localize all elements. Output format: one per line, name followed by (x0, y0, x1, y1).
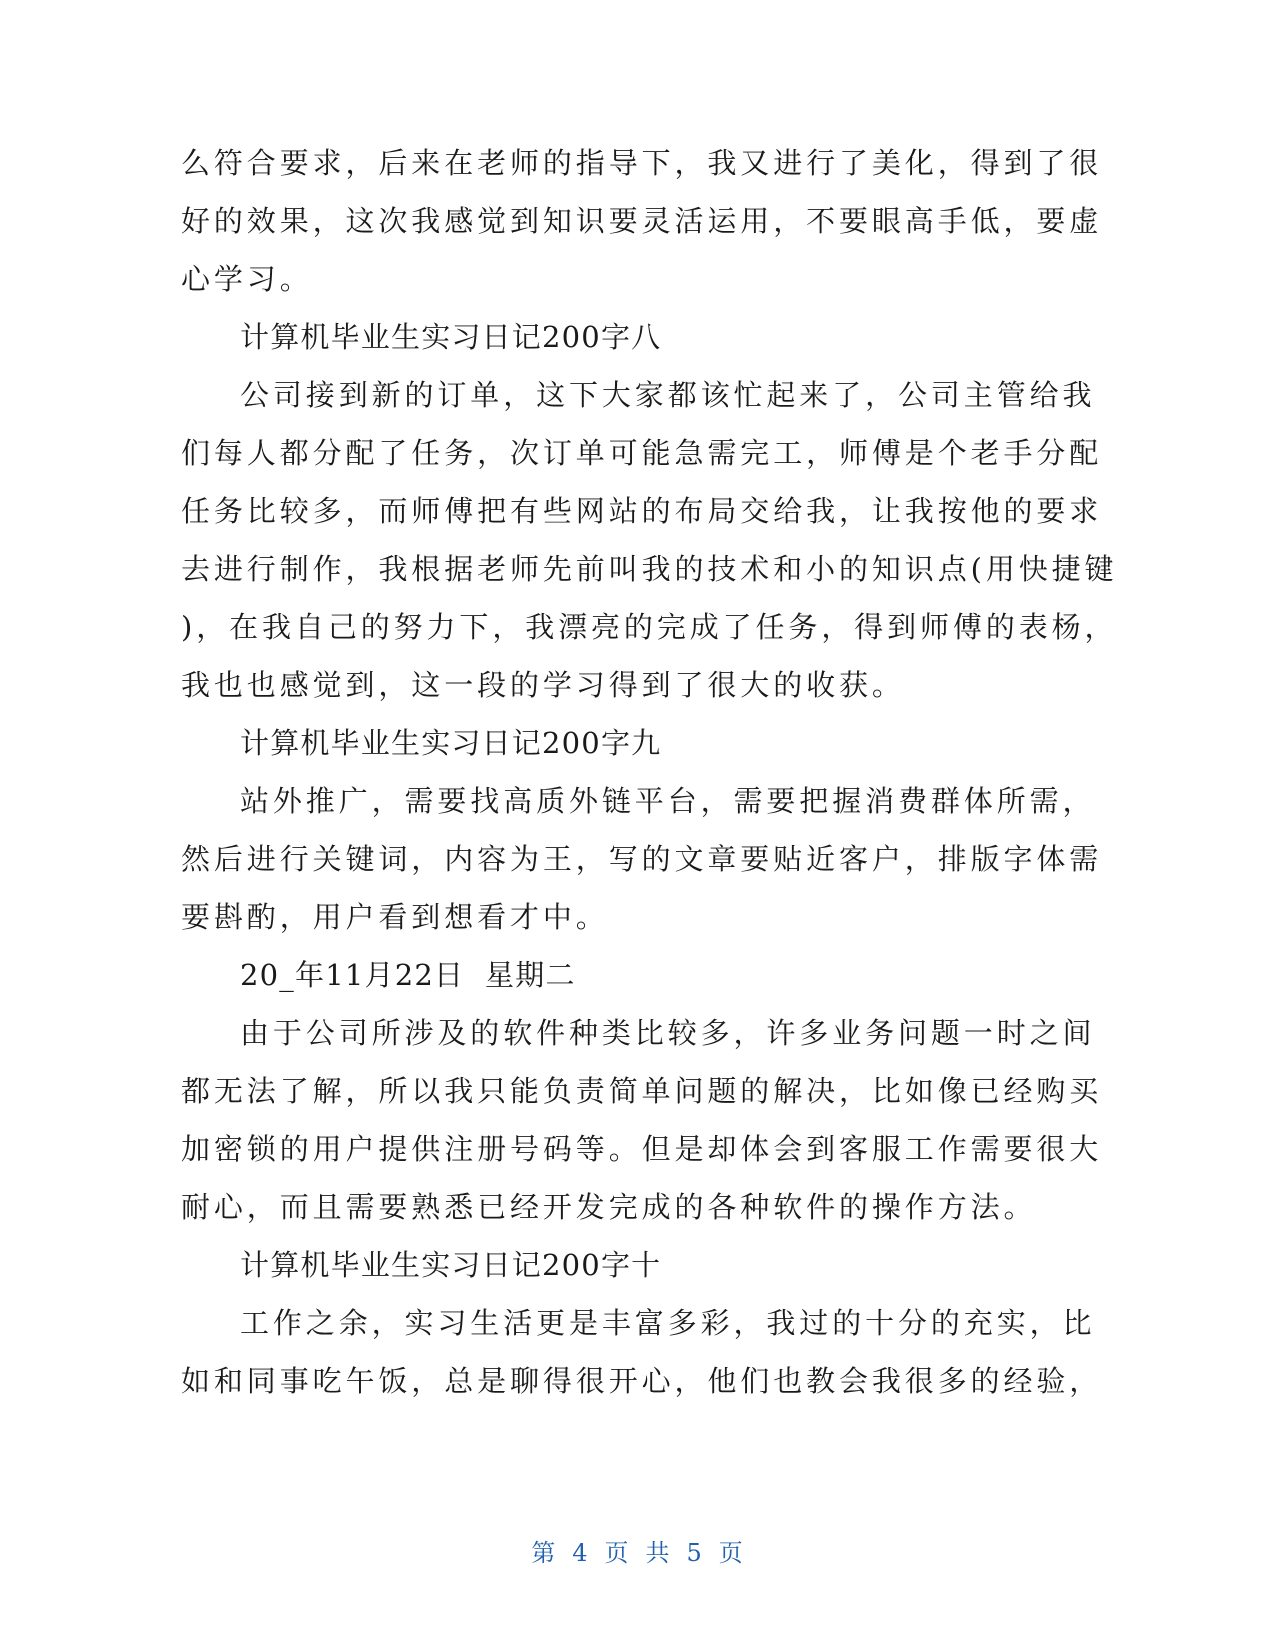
page-total-number: 5 (686, 1539, 703, 1567)
section-heading: 计算机毕业生实习日记200字九 (240, 726, 662, 760)
date-line: 20_年11月22日 星期二 (240, 958, 576, 992)
body-line: 我也也感觉到，这一段的学习得到了很大的收获。 (181, 668, 905, 702)
body-line: 去进行制作，我根据老师先前叫我的技术和小的知识点(用快捷键 (181, 552, 1118, 586)
body-line: 然后进行关键词，内容为王，写的文章要贴近客户，排版字体需 (181, 842, 1103, 876)
section-heading: 计算机毕业生实习日记200字八 (240, 320, 662, 354)
page-current-number: 4 (572, 1539, 589, 1567)
body-line: 任务比较多，而师傅把有些网站的布局交给我，让我按他的要求 (181, 494, 1103, 528)
body-line: 要斟酌，用户看到想看才中。 (181, 900, 609, 934)
page-label: 共 (645, 1539, 671, 1567)
page-label: 页 (604, 1539, 630, 1567)
body-line: 心学习。 (181, 262, 313, 296)
body-line: )，在我自己的努力下，我漂亮的完成了任务，得到师傅的表杨， (181, 610, 1118, 644)
body-line: 加密锁的用户提供注册号码等。但是却体会到客服工作需要很大 (181, 1132, 1103, 1166)
body-line: 么符合要求，后来在老师的指导下，我又进行了美化，得到了很 (181, 146, 1103, 180)
body-line: 好的效果，这次我感觉到知识要灵活运用，不要眼高手低，要虚 (181, 204, 1103, 238)
page-label: 第 (531, 1539, 557, 1567)
body-line: 公司接到新的订单，这下大家都该忙起来了，公司主管给我 (240, 378, 1096, 412)
body-line: 站外推广，需要找高质外链平台，需要把握消费群体所需， (240, 784, 1096, 818)
body-line: 由于公司所涉及的软件种类比较多，许多业务问题一时之间 (240, 1016, 1096, 1050)
section-heading: 计算机毕业生实习日记200字十 (240, 1248, 662, 1282)
page-label: 页 (718, 1539, 744, 1567)
body-line: 耐心，而且需要熟悉已经开发完成的各种软件的操作方法。 (181, 1190, 1037, 1224)
body-line: 如和同事吃午饭，总是聊得很开心，他们也教会我很多的经验， (181, 1364, 1103, 1398)
page-footer (0, 1536, 1275, 1570)
body-line: 工作之余，实习生活更是丰富多彩，我过的十分的充实，比 (240, 1306, 1096, 1340)
body-line: 都无法了解，所以我只能负责简单问题的解决，比如像已经购买 (181, 1074, 1103, 1108)
body-line: 们每人都分配了任务，次订单可能急需完工，师傅是个老手分配 (181, 436, 1103, 470)
